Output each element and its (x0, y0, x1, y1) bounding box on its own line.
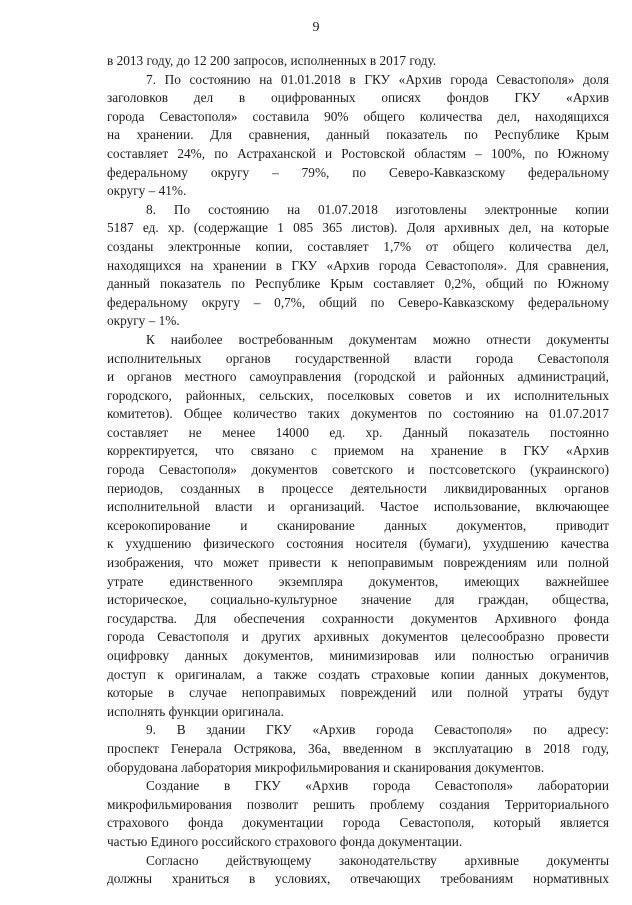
text-line: к ухудшению физического состояния носителя (бумаги), ухудшению качества (107, 536, 609, 552)
text-line: проспект Генерала Острякова, 36а, введенном в эксплуатацию в 2018 году, (107, 740, 609, 756)
text-line: страхового фонда документации города Севастополя, который является (107, 815, 609, 831)
text-line: частью Единого российского страхового фонда документации. (107, 833, 463, 849)
text-line: Создание в ГКУ «Архив города Севастополя» лаборатории (146, 778, 609, 794)
text-line: периодов, созданных в процессе деятельности ликвидированных органов (107, 480, 609, 496)
text-line: доступ к оригиналам, а также создать страховые копии данных документов, (107, 666, 609, 682)
text-line: изображения, что может привести к непоправимым повреждениям или полной (107, 555, 609, 571)
text-line: оцифровку данных документов, минимизировав или полностью ограничив (107, 648, 609, 663)
text-line: оборудована лаборатория микрофильмирования и сканирования документов. (107, 759, 545, 775)
text-line: которые в случае непоправимых повреждений или полной утраты будут (107, 685, 609, 701)
text-line: комитетов). Общее количество таких документов по состоянию на 01.07.2017 (107, 406, 609, 422)
text-line: должны храниться в условиях, отвечающих требованиям нормативных (107, 871, 609, 887)
text-line: ксерокопирование и сканирование данных документов, приводит (107, 517, 609, 533)
text-line: города Севастополя и других архивных документов целесообразно провести (107, 629, 609, 645)
text-line: составляет 24%, по Астраханской и Ростовской областям – 100%, по Южному (107, 145, 609, 161)
text-line: 9. В здании ГКУ «Архив города Севастополя» по адресу: (146, 722, 609, 738)
text-line: находящихся на хранении в ГКУ «Архив города Севастополя». Для сравнения, (107, 257, 609, 273)
text-line: города Севастополя» документов советского и постсоветского (украинского) (107, 462, 609, 478)
text-line: федеральному округу – 0,7%, общий по Северо-Кавказскому федеральному (107, 294, 609, 310)
text-line: микрофильмирования позволит решить проблему создания Территориального (107, 796, 609, 812)
text-line: округу – 41%. (107, 183, 187, 199)
text-line: исполнять функции оригинала. (107, 703, 284, 719)
text-line: корректируется, что связано с приемом на хранение в ГКУ «Архив (107, 443, 609, 459)
text-line: 7. По состоянию на 01.01.2018 в ГКУ «Архив города Севастополя» доля (146, 71, 609, 87)
text-line: округу – 1%. (107, 313, 180, 329)
text-line: на хранении. Для сравнения, данный показатель по Республике Крым (107, 127, 609, 143)
text-line: К наиболее востребованным документам можно отнести документы (146, 331, 609, 347)
text-line: 8. По состоянию на 01.07.2018 изготовлены электронные копии (146, 201, 609, 217)
text-line: в 2013 году, до 12 200 запросов, исполненных в 2017 году. (107, 53, 437, 68)
text-line: государства. Для обеспечения сохранности документов Архивного фонда (107, 610, 609, 626)
text-line: созданы электронные копии, составляет 1,7% от общего количества дел, (107, 238, 609, 254)
text-line: исполнительных органов государственной власти города Севастополя (107, 350, 609, 366)
text-line: заголовков дел в оцифрованных описях фондов ГКУ «Архив (107, 90, 609, 106)
page-number: 9 (312, 20, 320, 35)
text-line: Согласно действующему законодательству архивные документы (146, 852, 609, 868)
text-line: города Севастополя» составила 90% общего количества дел, находящихся (107, 108, 609, 124)
text-line: федеральному округу – 79%, по Северо-Кавказскому федеральному (107, 164, 609, 180)
text-line: историческое, социально-культурное значение для граждан, общества, (107, 592, 609, 608)
text-line: утрате единственного экземпляра документов, имеющих важнейшее (107, 573, 609, 589)
text-line: и органов местного самоуправления (городской и районных администраций, (107, 369, 609, 385)
document-body (107, 52, 609, 889)
text-line: данный показатель по Республике Крым составляет 0,2%, общий по Южному (107, 276, 609, 292)
text-line: 5187 ед. хр. (содержащие 1 085 365 листов). Доля архивных дел, на которые (107, 220, 609, 236)
text-line: городского, районных, сельских, поселковых советов и их исполнительных (107, 387, 609, 403)
text-line: составляет не менее 14000 ед. хр. Данный показатель постоянно (107, 424, 609, 440)
text-line: исполнительной власти и организаций. Частое использование, включающее (107, 499, 609, 515)
